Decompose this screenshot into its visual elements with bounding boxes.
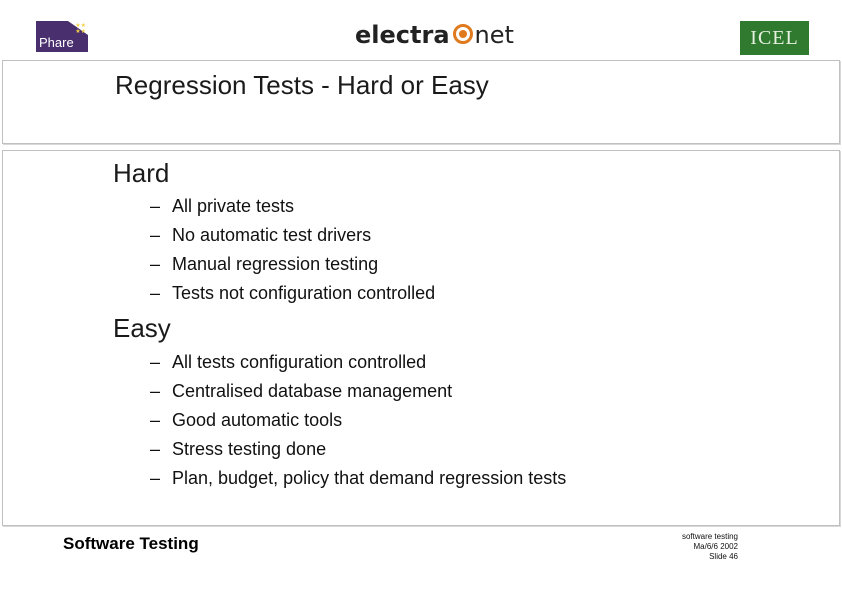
footer-course: software testing [681, 532, 738, 541]
list-item: – All private tests [150, 196, 295, 216]
list-item: – Good automatic tools [150, 410, 343, 430]
footer-date: Ma/6/6 2002 [693, 542, 738, 551]
phare-logo [36, 21, 88, 52]
hard-bullet-list [150, 192, 435, 308]
footer-slide-number: Slide 46 [709, 552, 738, 561]
list-item: – Plan, budget, policy that demand regression tests [150, 468, 567, 488]
list-item: – All tests configuration controlled [150, 352, 427, 372]
footer-slide-info [682, 532, 738, 562]
icel-logo: ICEL [740, 21, 809, 55]
list-item: – Centralised database management [150, 381, 453, 401]
footer-title: Software Testing [63, 534, 199, 553]
electranet-logo [355, 20, 514, 50]
list-item: – Stress testing done [150, 439, 327, 459]
electranet-logo-word1: electra [355, 21, 450, 49]
section-heading-easy: Easy [113, 313, 171, 343]
eu-stars-icon: ★★ ★★ [75, 23, 86, 35]
easy-bullet-list [150, 348, 566, 493]
list-item: – Manual regression testing [150, 254, 379, 274]
section-heading-hard: Hard [113, 158, 170, 188]
electranet-logo-word2: net [474, 21, 514, 49]
list-item: – No automatic test drivers [150, 225, 372, 245]
phare-logo-text: Phare [39, 35, 74, 50]
slide-title: Regression Tests - Hard or Easy [115, 70, 489, 100]
list-item: – Tests not configuration controlled [150, 283, 436, 303]
electranet-symbol-icon [453, 24, 473, 44]
